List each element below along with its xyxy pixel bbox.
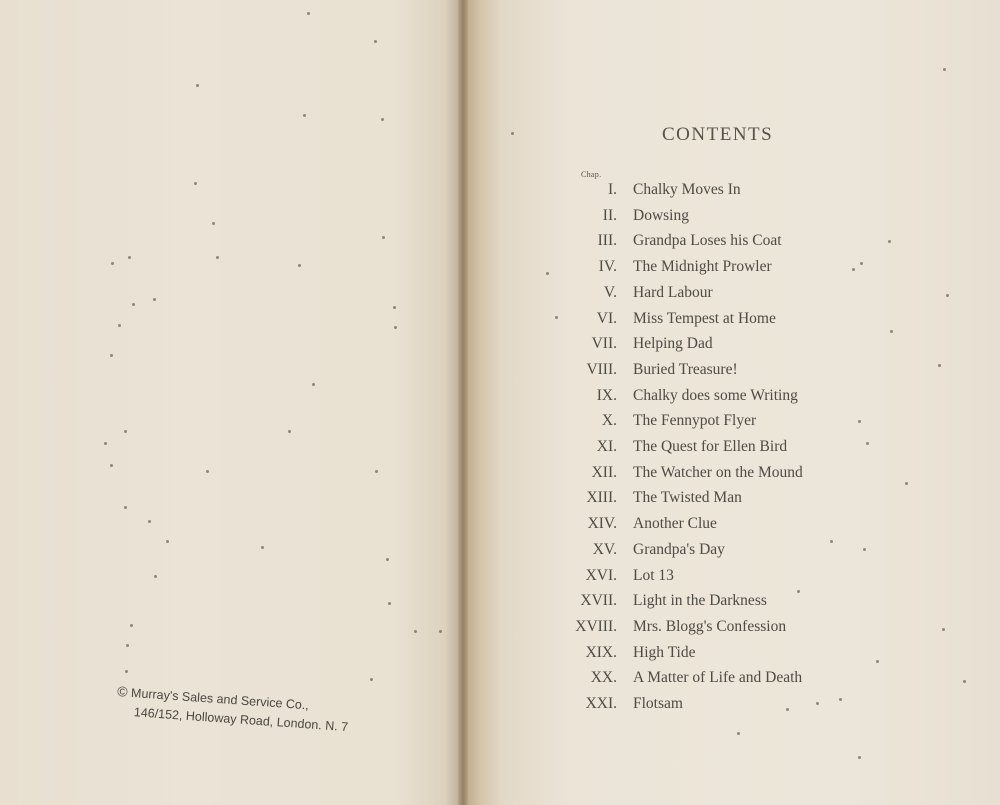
foxing-spot: [830, 540, 833, 543]
foxing-spot: [860, 262, 863, 265]
foxing-spot: [546, 272, 549, 275]
foxing-spot: [298, 264, 301, 267]
chapter-title: Flotsam: [633, 695, 683, 712]
chapter-title: Chalky Moves In: [633, 181, 741, 198]
toc-entry: [0, 438, 1000, 460]
toc-entry: [0, 310, 1000, 332]
foxing-spot: [890, 330, 893, 333]
foxing-spot: [307, 12, 310, 15]
foxing-spot: [132, 303, 135, 306]
foxing-spot: [130, 624, 133, 627]
foxing-spot: [166, 540, 169, 543]
contents-heading: CONTENTS: [662, 124, 774, 145]
toc-entry: [0, 412, 1000, 434]
toc-entry: [0, 207, 1000, 229]
foxing-spot: [816, 702, 819, 705]
chapter-title: Chalky does some Writing: [633, 386, 798, 404]
chapter-number: XIV.: [587, 515, 617, 533]
chapter-number: I.: [607, 181, 617, 198]
foxing-spot: [153, 298, 156, 301]
chapter-number: XV.: [592, 540, 617, 558]
foxing-spot: [866, 442, 869, 445]
foxing-spot: [125, 670, 128, 673]
chapter-title: Mrs. Blogg's Confession: [633, 617, 787, 635]
foxing-spot: [128, 256, 131, 259]
foxing-spot: [110, 464, 113, 467]
foxing-spot: [938, 364, 941, 367]
foxing-spot: [312, 383, 315, 386]
foxing-spot: [393, 306, 396, 309]
chapter-number: XX.: [590, 669, 617, 687]
chapter-title: Hard Labour: [633, 283, 713, 301]
foxing-spot: [370, 678, 373, 681]
toc-entry: [0, 232, 1000, 254]
foxing-spot: [104, 442, 107, 445]
foxing-spot: [288, 430, 291, 433]
foxing-spot: [876, 660, 879, 663]
chapter-number: XXI.: [585, 695, 617, 712]
toc-entry: [0, 592, 1000, 614]
toc-entry: [0, 644, 1000, 666]
toc-entry: [0, 669, 1000, 691]
chapter-column-label: Chap.: [581, 170, 602, 179]
publisher-name: Murray's Sales and Service Co.,: [130, 685, 310, 713]
chapter-number: II.: [602, 206, 617, 224]
chapter-number: VI.: [596, 309, 617, 327]
chapter-number: IV.: [598, 258, 617, 276]
chapter-number: V.: [603, 283, 617, 301]
toc-entry: [0, 387, 1000, 409]
foxing-spot: [382, 236, 385, 239]
toc-entry: [0, 618, 1000, 640]
foxing-spot: [124, 506, 127, 509]
toc-entry: [0, 284, 1000, 306]
chapter-number: VIII.: [586, 360, 617, 378]
foxing-spot: [858, 756, 861, 759]
chapter-title: The Quest for Ellen Bird: [633, 438, 788, 455]
chapter-number: VII.: [591, 335, 617, 353]
foxing-spot: [154, 575, 157, 578]
foxing-spot: [303, 114, 306, 117]
chapter-title: The Midnight Prowler: [633, 258, 772, 276]
foxing-spot: [511, 132, 514, 135]
foxing-spot: [888, 240, 891, 243]
foxing-spot: [388, 602, 391, 605]
chapter-title: Grandpa's Day: [633, 540, 725, 558]
toc-entry: [0, 464, 1000, 486]
foxing-spot: [194, 182, 197, 185]
foxing-spot: [196, 84, 199, 87]
foxing-spot: [737, 732, 740, 735]
foxing-spot: [148, 520, 151, 523]
foxing-spot: [206, 470, 209, 473]
chapter-title: Light in the Darkness: [633, 592, 767, 610]
foxing-spot: [946, 294, 949, 297]
chapter-number: XVIII.: [575, 617, 617, 635]
foxing-spot: [212, 222, 215, 225]
chapter-title: Another Clue: [633, 515, 717, 533]
toc-entry: [0, 695, 1000, 717]
foxing-spot: [555, 316, 558, 319]
chapter-title: Miss Tempest at Home: [633, 309, 776, 327]
chapter-number: X.: [601, 412, 617, 430]
foxing-spot: [381, 118, 384, 121]
chapter-number: XIX.: [585, 643, 617, 661]
foxing-spot: [905, 482, 908, 485]
foxing-spot: [261, 546, 264, 549]
toc-entry: [0, 515, 1000, 537]
toc-entry: [0, 361, 1000, 383]
chapter-title: Lot 13: [633, 566, 674, 584]
chapter-title: The Fennypot Flyer: [633, 412, 757, 430]
foxing-spot: [111, 262, 114, 265]
foxing-spot: [375, 470, 378, 473]
foxing-spot: [943, 68, 946, 71]
chapter-number: IX.: [596, 386, 617, 404]
chapter-number: III.: [597, 232, 617, 250]
foxing-spot: [963, 680, 966, 683]
foxing-spot: [386, 558, 389, 561]
chapter-title: Helping Dad: [633, 335, 713, 353]
foxing-spot: [863, 548, 866, 551]
chapter-number: XIII.: [586, 489, 617, 507]
chapter-title: Dowsing: [633, 206, 689, 224]
toc-entry: [0, 541, 1000, 563]
foxing-spot: [110, 354, 113, 357]
foxing-spot: [394, 326, 397, 329]
foxing-spot: [786, 708, 789, 711]
publisher-address: 146/152, Holloway Road, London. N. 7: [133, 705, 349, 735]
foxing-spot: [216, 256, 219, 259]
chapter-title: High Tide: [633, 643, 696, 661]
foxing-spot: [126, 644, 129, 647]
foxing-spot: [414, 630, 417, 633]
chapter-number: XVI.: [585, 566, 617, 584]
chapter-number: XII.: [591, 463, 617, 481]
chapter-title: A Matter of Life and Death: [633, 669, 803, 687]
toc-entry: [0, 335, 1000, 357]
chapter-title: The Twisted Man: [633, 489, 742, 507]
chapter-number: XI.: [596, 438, 617, 455]
foxing-spot: [858, 420, 861, 423]
chapter-number: XVII.: [580, 592, 617, 610]
copyright-symbol: ©: [116, 682, 129, 700]
toc-entry: [0, 489, 1000, 511]
foxing-spot: [942, 628, 945, 631]
chapter-title: Buried Treasure!: [633, 360, 738, 378]
toc-entry: [0, 258, 1000, 280]
chapter-title: The Watcher on the Mound: [633, 463, 803, 481]
chapter-title: Grandpa Loses his Coat: [633, 232, 782, 250]
foxing-spot: [797, 590, 800, 593]
foxing-spot: [374, 40, 377, 43]
toc-entry: [0, 567, 1000, 589]
foxing-spot: [124, 430, 127, 433]
foxing-spot: [439, 630, 442, 633]
foxing-spot: [852, 268, 855, 271]
foxing-spot: [839, 698, 842, 701]
toc-entry: [0, 181, 1000, 203]
foxing-spot: [118, 324, 121, 327]
